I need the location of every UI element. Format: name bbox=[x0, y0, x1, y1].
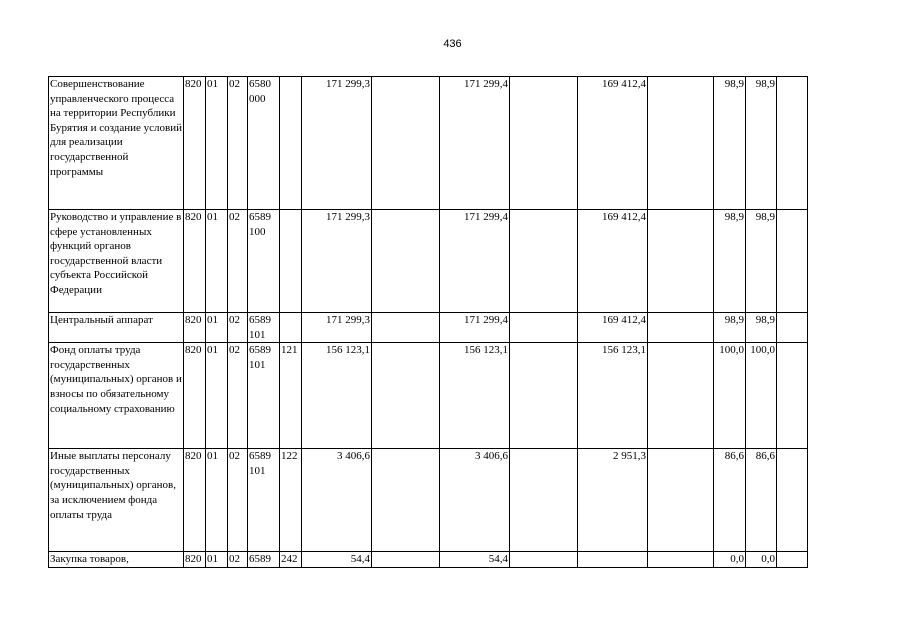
value-revised: 3 406,6 bbox=[440, 449, 510, 552]
pr-code: 02 bbox=[228, 552, 248, 568]
empty-cell bbox=[648, 552, 714, 568]
row-name: Закупка товаров, bbox=[49, 552, 184, 568]
percent-revised: 100,0 bbox=[746, 343, 777, 449]
ved-code: 820 bbox=[184, 343, 206, 449]
value-actual: 156 123,1 bbox=[578, 343, 648, 449]
empty-cell bbox=[648, 343, 714, 449]
table-row bbox=[49, 449, 808, 552]
value-plan: 156 123,1 bbox=[302, 343, 372, 449]
pr-code: 02 bbox=[228, 210, 248, 313]
empty-cell bbox=[648, 449, 714, 552]
value-plan: 54,4 bbox=[302, 552, 372, 568]
empty-cell bbox=[510, 313, 578, 343]
ved-code: 820 bbox=[184, 552, 206, 568]
table-row bbox=[49, 343, 808, 449]
value-revised: 171 299,4 bbox=[440, 210, 510, 313]
vr-code bbox=[280, 313, 302, 343]
row-name: Иные выплаты персоналу государственных (муниципальных) органов, за исключением фонда оплаты труда bbox=[49, 449, 184, 552]
empty-cell bbox=[372, 552, 440, 568]
empty-cell bbox=[648, 77, 714, 210]
table-row bbox=[49, 210, 808, 313]
pr-code: 02 bbox=[228, 313, 248, 343]
value-plan: 171 299,3 bbox=[302, 210, 372, 313]
percent-revised: 98,9 bbox=[746, 77, 777, 210]
percent-plan: 98,9 bbox=[714, 77, 746, 210]
vr-code bbox=[280, 77, 302, 210]
row-name: Центральный аппарат bbox=[49, 313, 184, 343]
rz-code: 01 bbox=[206, 552, 228, 568]
value-actual: 169 412,4 bbox=[578, 77, 648, 210]
pr-code: 02 bbox=[228, 77, 248, 210]
table-row bbox=[49, 77, 808, 210]
pr-code: 02 bbox=[228, 449, 248, 552]
empty-cell bbox=[510, 552, 578, 568]
value-revised: 156 123,1 bbox=[440, 343, 510, 449]
value-revised: 54,4 bbox=[440, 552, 510, 568]
percent-plan: 86,6 bbox=[714, 449, 746, 552]
value-revised: 171 299,4 bbox=[440, 313, 510, 343]
csr-code: 6589 101 bbox=[248, 449, 280, 552]
empty-cell bbox=[510, 449, 578, 552]
percent-revised: 98,9 bbox=[746, 210, 777, 313]
row-name: Руководство и управление в сфере установленных функций органов государственной власти субъекта Российской Федерации bbox=[49, 210, 184, 313]
value-plan: 171 299,3 bbox=[302, 313, 372, 343]
empty-cell bbox=[777, 77, 808, 210]
percent-revised: 98,9 bbox=[746, 313, 777, 343]
csr-code: 6580 000 bbox=[248, 77, 280, 210]
ved-code: 820 bbox=[184, 449, 206, 552]
row-name: Фонд оплаты труда государственных (муниципальных) органов и взносы по обязательному социальному страхованию bbox=[49, 343, 184, 449]
table-row bbox=[49, 552, 808, 568]
empty-cell bbox=[777, 313, 808, 343]
vr-code: 122 bbox=[280, 449, 302, 552]
rz-code: 01 bbox=[206, 449, 228, 552]
budget-table bbox=[48, 76, 808, 568]
percent-plan: 0,0 bbox=[714, 552, 746, 568]
rz-code: 01 bbox=[206, 77, 228, 210]
empty-cell bbox=[510, 343, 578, 449]
value-actual: 169 412,4 bbox=[578, 313, 648, 343]
rz-code: 01 bbox=[206, 210, 228, 313]
csr-code: 6589 bbox=[248, 552, 280, 568]
value-actual: 2 951,3 bbox=[578, 449, 648, 552]
vr-code: 242 bbox=[280, 552, 302, 568]
row-name: Совершенствование управленческого процесса на территории Республики Бурятия и создание условий для реализации государственной программы bbox=[49, 77, 184, 210]
csr-code: 6589 101 bbox=[248, 343, 280, 449]
ved-code: 820 bbox=[184, 313, 206, 343]
table-row bbox=[49, 313, 808, 343]
empty-cell bbox=[510, 77, 578, 210]
empty-cell bbox=[510, 210, 578, 313]
ved-code: 820 bbox=[184, 210, 206, 313]
percent-plan: 98,9 bbox=[714, 210, 746, 313]
rz-code: 01 bbox=[206, 313, 228, 343]
value-plan: 171 299,3 bbox=[302, 77, 372, 210]
empty-cell bbox=[372, 313, 440, 343]
csr-code: 6589 100 bbox=[248, 210, 280, 313]
empty-cell bbox=[372, 210, 440, 313]
percent-plan: 98,9 bbox=[714, 313, 746, 343]
empty-cell bbox=[648, 210, 714, 313]
percent-plan: 100,0 bbox=[714, 343, 746, 449]
empty-cell bbox=[777, 552, 808, 568]
value-actual bbox=[578, 552, 648, 568]
pr-code: 02 bbox=[228, 343, 248, 449]
rz-code: 01 bbox=[206, 343, 228, 449]
page-number: 436 bbox=[443, 38, 462, 50]
csr-code: 6589 101 bbox=[248, 313, 280, 343]
value-plan: 3 406,6 bbox=[302, 449, 372, 552]
empty-cell bbox=[777, 210, 808, 313]
empty-cell bbox=[372, 77, 440, 210]
percent-revised: 0,0 bbox=[746, 552, 777, 568]
empty-cell bbox=[372, 449, 440, 552]
value-revised: 171 299,4 bbox=[440, 77, 510, 210]
vr-code: 121 bbox=[280, 343, 302, 449]
empty-cell bbox=[777, 343, 808, 449]
empty-cell bbox=[777, 449, 808, 552]
ved-code: 820 bbox=[184, 77, 206, 210]
empty-cell bbox=[372, 343, 440, 449]
empty-cell bbox=[648, 313, 714, 343]
vr-code bbox=[280, 210, 302, 313]
value-actual: 169 412,4 bbox=[578, 210, 648, 313]
percent-revised: 86,6 bbox=[746, 449, 777, 552]
